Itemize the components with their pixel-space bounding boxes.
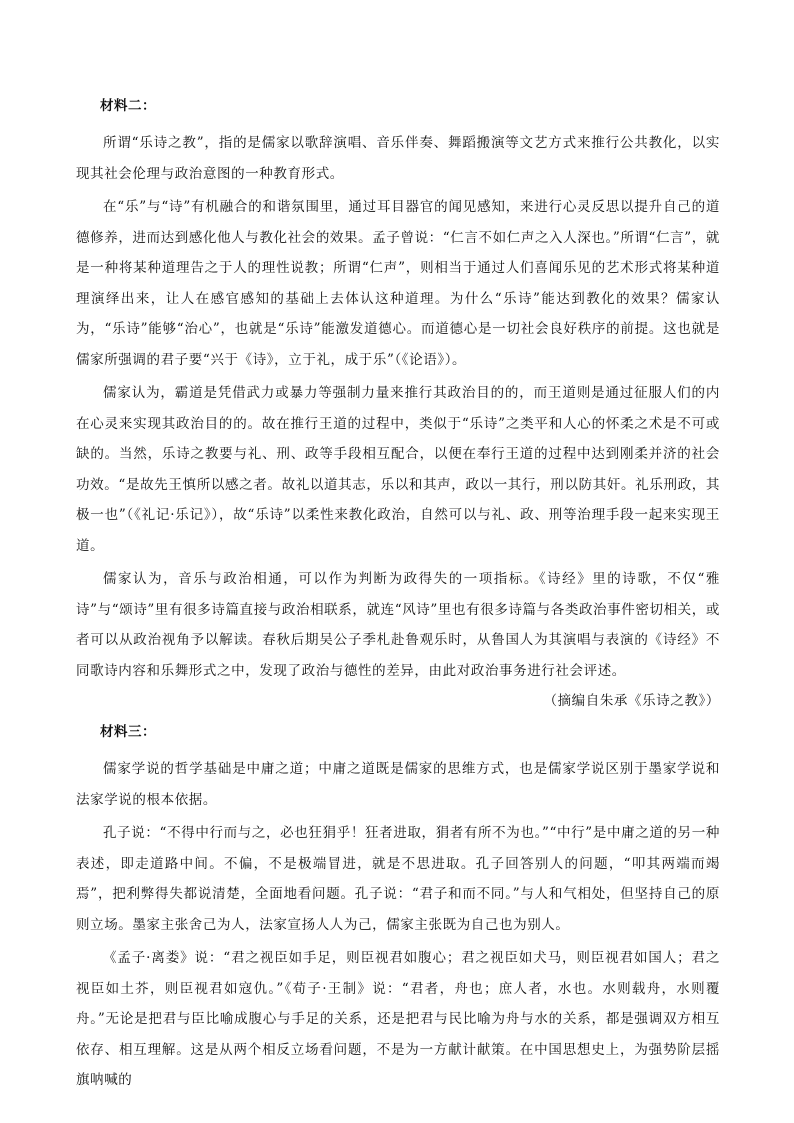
material-two-section xyxy=(76,96,720,716)
material-three-section xyxy=(76,722,720,1096)
material-two-paragraph-4: 儒家认为，音乐与政治相通，可以作为判断为政得失的一项指标。《诗经》里的诗歌，不仅“雅诗”与“颂诗”里有很多诗篇直接与政治相联系，就连“风诗”里也有很多诗篇与各类政治事件密切相关，或者可以从政治视角予以解读。春秋后期吴公子季札赴鲁观乐时，从鲁国人为其演唱与表演的《诗经》不同歌诗内容和乐舞形式之中，发现了政治与德性的差异，由此对政治事务进行社会评述。 xyxy=(76,571,720,679)
material-two-paragraph-3: 儒家认为，霸道是凭借武力或暴力等强制力量来推行其政治目的的，而王道则是通过征服人们的内在心灵来实现其政治目的的。故在推行王道的过程中，类似于“乐诗”之类平和人心的怀柔之术是不可或缺的。当然，乐诗之教要与礼、刑、政等手段相互配合，以便在奉行王道的过程中达到刚柔并济的社会功效。“是故先王慎所以感之者。故礼以道其志，乐以和其声，政以一其行，刑以防其奸。礼乐刑政，其极一也”（《礼记·乐记》），故“乐诗”以柔性来教化政治，自然可以与礼、政、刑等治理手段一起来实现王道。 xyxy=(76,385,720,554)
document-page xyxy=(76,96,720,1096)
material-two-source: （摘编自朱承《乐诗之教》） xyxy=(543,693,720,709)
material-two-paragraph-1: 所谓“乐诗之教”，指的是儒家以歌辞演唱、音乐伴奏、舞蹈搬演等文艺方式来推行公共教化，以实现其社会伦理与政治意图的一种教育形式。 xyxy=(76,135,720,182)
material-three-paragraph-2: 孔子说：“不得中行而与之，必也狂狷乎！狂者进取，狷者有所不为也。”“中行”是中庸之道的另一种表述，即走道路中间。不偏，不是极端冒进，就是不思进取。孔子回答别人的问题，“叩其两端而竭焉”，把利弊得失都说清楚，全面地看问题。孔子说：“君子和而不同。”与人和气相处，但坚持自己的原则立场。墨家主张舍己为人，法家宣扬人人为己，儒家主张既为自己也为别人。 xyxy=(76,825,720,933)
material-three-paragraph-1: 儒家学说的哲学基础是中庸之道；中庸之道既是儒家的思维方式，也是儒家学说区别于墨家学说和法家学说的根本依据。 xyxy=(76,761,720,808)
material-two-paragraph-2: 在“乐”与“诗”有机融合的和谐氛围里，通过耳目器官的闻见感知，来进行心灵反思以提升自己的道德修养，进而达到感化他人与教化社会的效果。孟子曾说：“仁言不如仁声之入人深也。”所谓“仁言”，就是一种将某种道理告之于人的理性说教；所谓“仁声”，则相当于通过人们喜闻乐见的艺术形式将某种道理演绎出来，让人在感官感知的基础上去体认这种道理。为什么“乐诗”能达到教化的效果？儒家认为，“乐诗”能够“治心”，也就是“乐诗”能激发道德心。而道德心是一切社会良好秩序的前提。这也就是儒家所强调的君子要“兴于《诗》，立于礼，成于乐”（《论语》）。 xyxy=(76,199,720,368)
material-three-paragraph-3: 《孟子·离娄》说：“君之视臣如手足，则臣视君如腹心；君之视臣如犬马，则臣视君如国人；君之视臣如土芥，则臣视君如寇仇。”《荀子·王制》说：“君者，舟也；庶人者，水也。水则载舟，水则覆舟。”无论是把君与臣比喻成腹心与手足的关系，还是把君与民比喻为舟与水的关系，都是强调双方相互依存、相互理解。这是从两个相反立场看问题，不是为一方献计献策。在中国思想史上，为强势阶层摇旗呐喊的 xyxy=(76,950,720,1088)
material-two-heading: 材料二： xyxy=(100,98,156,114)
material-three-heading: 材料三： xyxy=(100,724,156,740)
